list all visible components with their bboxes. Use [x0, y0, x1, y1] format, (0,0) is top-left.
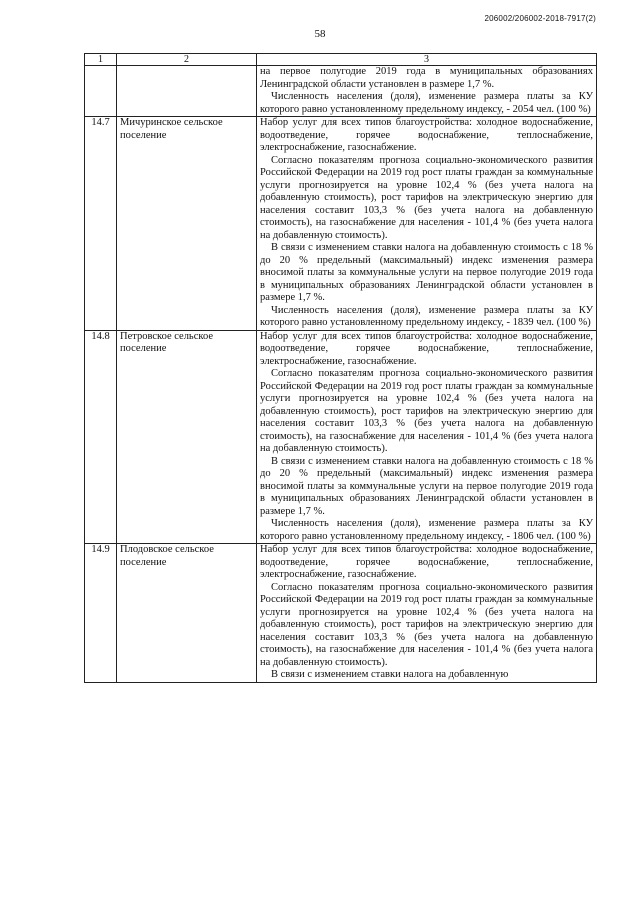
text-paragraph: Численность населения (доля), изменение размера платы за КУ которого равно установленному предельному индексу, - 2054 чел. (100 %) — [260, 91, 593, 115]
text-paragraph: Численность населения (доля), изменение размера платы за КУ которого равно установленному предельному индексу, - 1839 чел. (100 %) — [260, 304, 593, 328]
table-header-row — [85, 54, 597, 66]
data-table — [84, 53, 597, 683]
row-number: 14.8 — [85, 330, 117, 544]
page-number: 58 — [314, 28, 326, 40]
text-paragraph: В связи с изменением ставки налога на добавленную стоимость с 18 % до 20 % предельный (максимальный) индекс изменения размера вносимой платы за коммунальные услуги на первое полугодие 2019 года в муниципальных образованиях Ленинградской области установлен в размере 1,7 %. — [260, 455, 593, 517]
text-paragraph: на первое полугодие 2019 года в муниципальных образованиях Ленинградской области установлен в размере 1,7 %. — [260, 66, 593, 90]
table-row — [85, 544, 597, 683]
row-text-cell — [257, 66, 597, 117]
table-row — [85, 330, 597, 544]
row-text-cell — [257, 117, 597, 331]
column-header-3: 3 — [257, 54, 597, 66]
column-header-1: 1 — [85, 54, 117, 66]
table-row-continuation — [85, 66, 597, 117]
row-number: 14.7 — [85, 117, 117, 331]
row-name-cell — [117, 66, 257, 117]
row-number-cell — [85, 66, 117, 117]
row-text-cell — [257, 544, 597, 683]
text-paragraph: Согласно показателям прогноза социально-экономического развития Российской Федерации на 2019 год рост платы граждан за коммунальные услуги прогнозируется на уровне 102,4 % (без учета налога на добавленную стоимость), рост тарифов на электрическую энергию для населения составит 103,3 % (без учета налога на добавленную стоимость), на газоснабжение для населения - 101,4 % (без учета налога на добавленную стоимость). — [260, 368, 593, 454]
text-paragraph: В связи с изменением ставки налога на добавленную — [271, 669, 509, 680]
column-header-2: 2 — [117, 54, 257, 66]
table-row — [85, 117, 597, 331]
text-paragraph: Численность населения (доля), изменение размера платы за КУ которого равно установленному предельному индексу, - 1806 чел. (100 %) — [260, 518, 593, 542]
text-paragraph: В связи с изменением ставки налога на добавленную стоимость с 18 % до 20 % предельный (максимальный) индекс изменения размера вносимой платы за коммунальные услуги на первое полугодие 2019 года в муниципальных образованиях Ленинградской области установлен в размере 1,7 %. — [260, 242, 593, 303]
text-paragraph: Согласно показателям прогноза социально-экономического развития Российской Федерации на 2019 год рост платы граждан за коммунальные услуги прогнозируется на уровне 102,4 % (без учета налога на добавленную стоимость), рост тарифов на электрическую энергию для населения составит 103,3 % (без учета налога на добавленную стоимость), на газоснабжение для населения - 101,4 % (без учета налога на добавленную стоимость). — [260, 581, 593, 668]
settlement-name: Мичуринское сельское поселение — [117, 117, 257, 331]
document-id: 206002/206002-2018-7917(2) — [484, 14, 596, 23]
text-paragraph: Согласно показателям прогноза социально-экономического развития Российской Федерации на 2019 год рост платы граждан за коммунальные услуги прогнозируется на уровне 102,4 % (без учета налога на добавленную стоимость), рост тарифов на электрическую энергию для населения составит 103,3 % (без учета налога на добавленную стоимость), на газоснабжение для населения - 101,4 % (без учета налога на добавленную стоимость). — [260, 154, 593, 241]
row-number: 14.9 — [85, 544, 117, 683]
settlement-name: Петровское сельское поселение — [117, 330, 257, 544]
row-text-cell — [257, 330, 597, 544]
text-paragraph: Набор услуг для всех типов благоустройства: холодное водоснабжение, водоотведение, горячее водоснабжение, теплоснабжение, электроснабжение, газоснабжение. — [260, 117, 593, 153]
text-paragraph: Набор услуг для всех типов благоустройства: холодное водоснабжение, водоотведение, горячее водоснабжение, теплоснабжение, электроснабжение, газоснабжение. — [260, 330, 593, 367]
text-paragraph: Набор услуг для всех типов благоустройства: холодное водоснабжение, водоотведение, горячее водоснабжение, теплоснабжение, электроснабжение, газоснабжение. — [260, 544, 593, 580]
settlement-name: Плодовское сельское поселение — [117, 544, 257, 683]
